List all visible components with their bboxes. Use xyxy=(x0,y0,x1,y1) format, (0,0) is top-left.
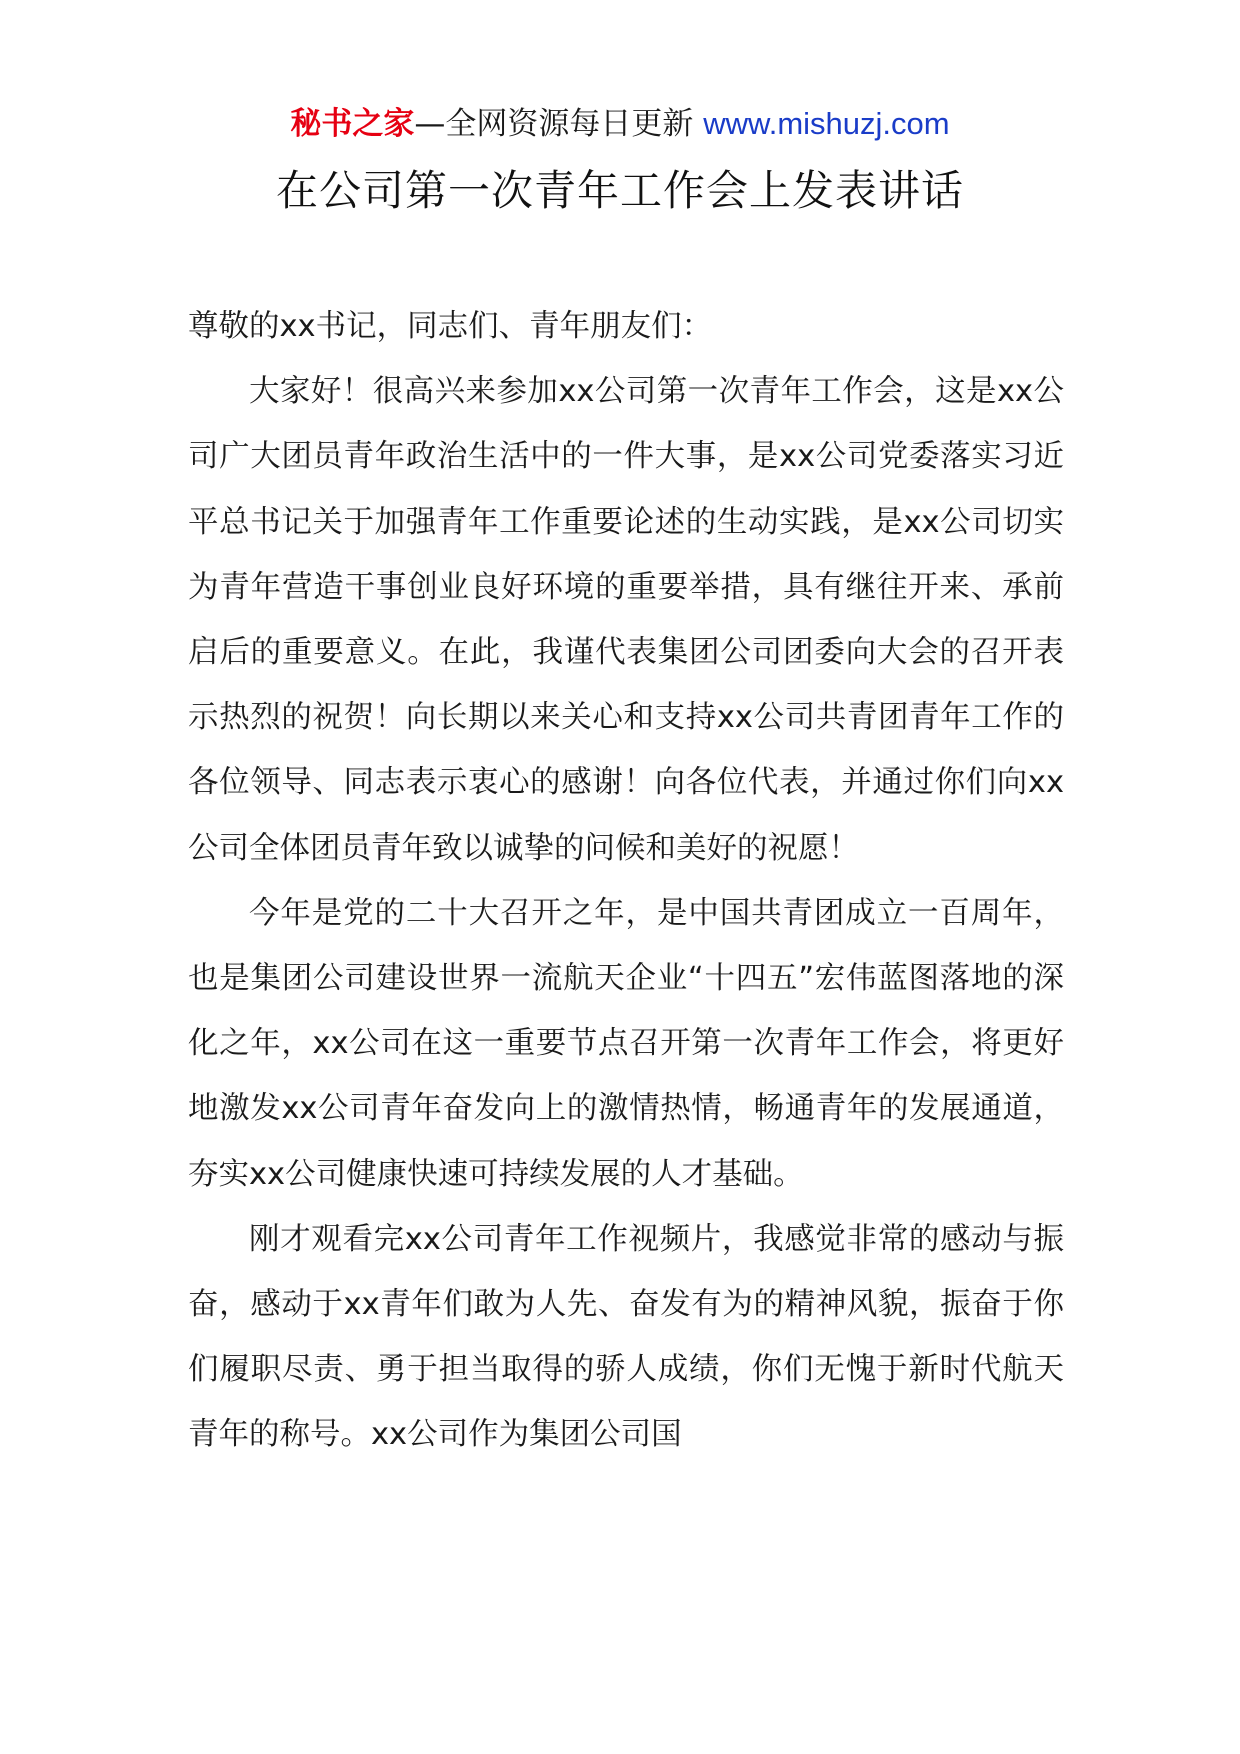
paragraph: 刚才观看完xx公司青年工作视频片，我感觉非常的感动与振奋，感动于xx青年们敢为人先、奋发有为的精神风貌，振奋于你们履职尽责、勇于担当取得的骄人成绩，你们无愧于新时代航天青年的称号。xx公司作为集团公司国 xyxy=(188,1221,1064,1453)
salutation: 尊敬的xx书记，同志们、青年朋友们： xyxy=(188,309,713,344)
site-slogan: —全网资源每日更新 xyxy=(414,106,694,142)
paragraph: 今年是党的二十大召开之年，是中国共青团成立一百周年，也是集团公司建设世界一流航天企业“十四五”宏伟蓝图落地的深化之年，xx公司在这一重要节点召开第一次青年工作会，将更好地激发xx公司青年奋发向上的激情热情，畅通青年的发展通道，夯实xx公司健康快速可持续发展的人才基础。 xyxy=(188,895,1064,1192)
site-url-link[interactable]: www.mishuzj.com xyxy=(703,106,950,141)
paragraph: 大家好！很高兴来参加xx公司第一次青年工作会，这是xx公司广大团员青年政治生活中的一件大事，是xx公司党委落实习近平总书记关于加强青年工作重要论述的生动实践，是xx公司切实为青年营造干事创业良好环境的重要举措，具有继往开来、承前启后的重要意义。在此，我谨代表集团公司团委向大会的召开表示热烈的祝贺！向长期以来关心和支持xx公司共青团青年工作的各位领导、同志表示衷心的感谢！向各位代表，并通过你们向xx公司全体团员青年致以诚挚的问候和美好的祝愿！ xyxy=(188,374,1064,866)
document-title: 在公司第一次青年工作会上发表讲话 xyxy=(275,166,964,215)
site-brand: 秘书之家 xyxy=(290,106,415,142)
site-header xyxy=(0,102,1240,146)
document-body xyxy=(188,294,1064,1468)
